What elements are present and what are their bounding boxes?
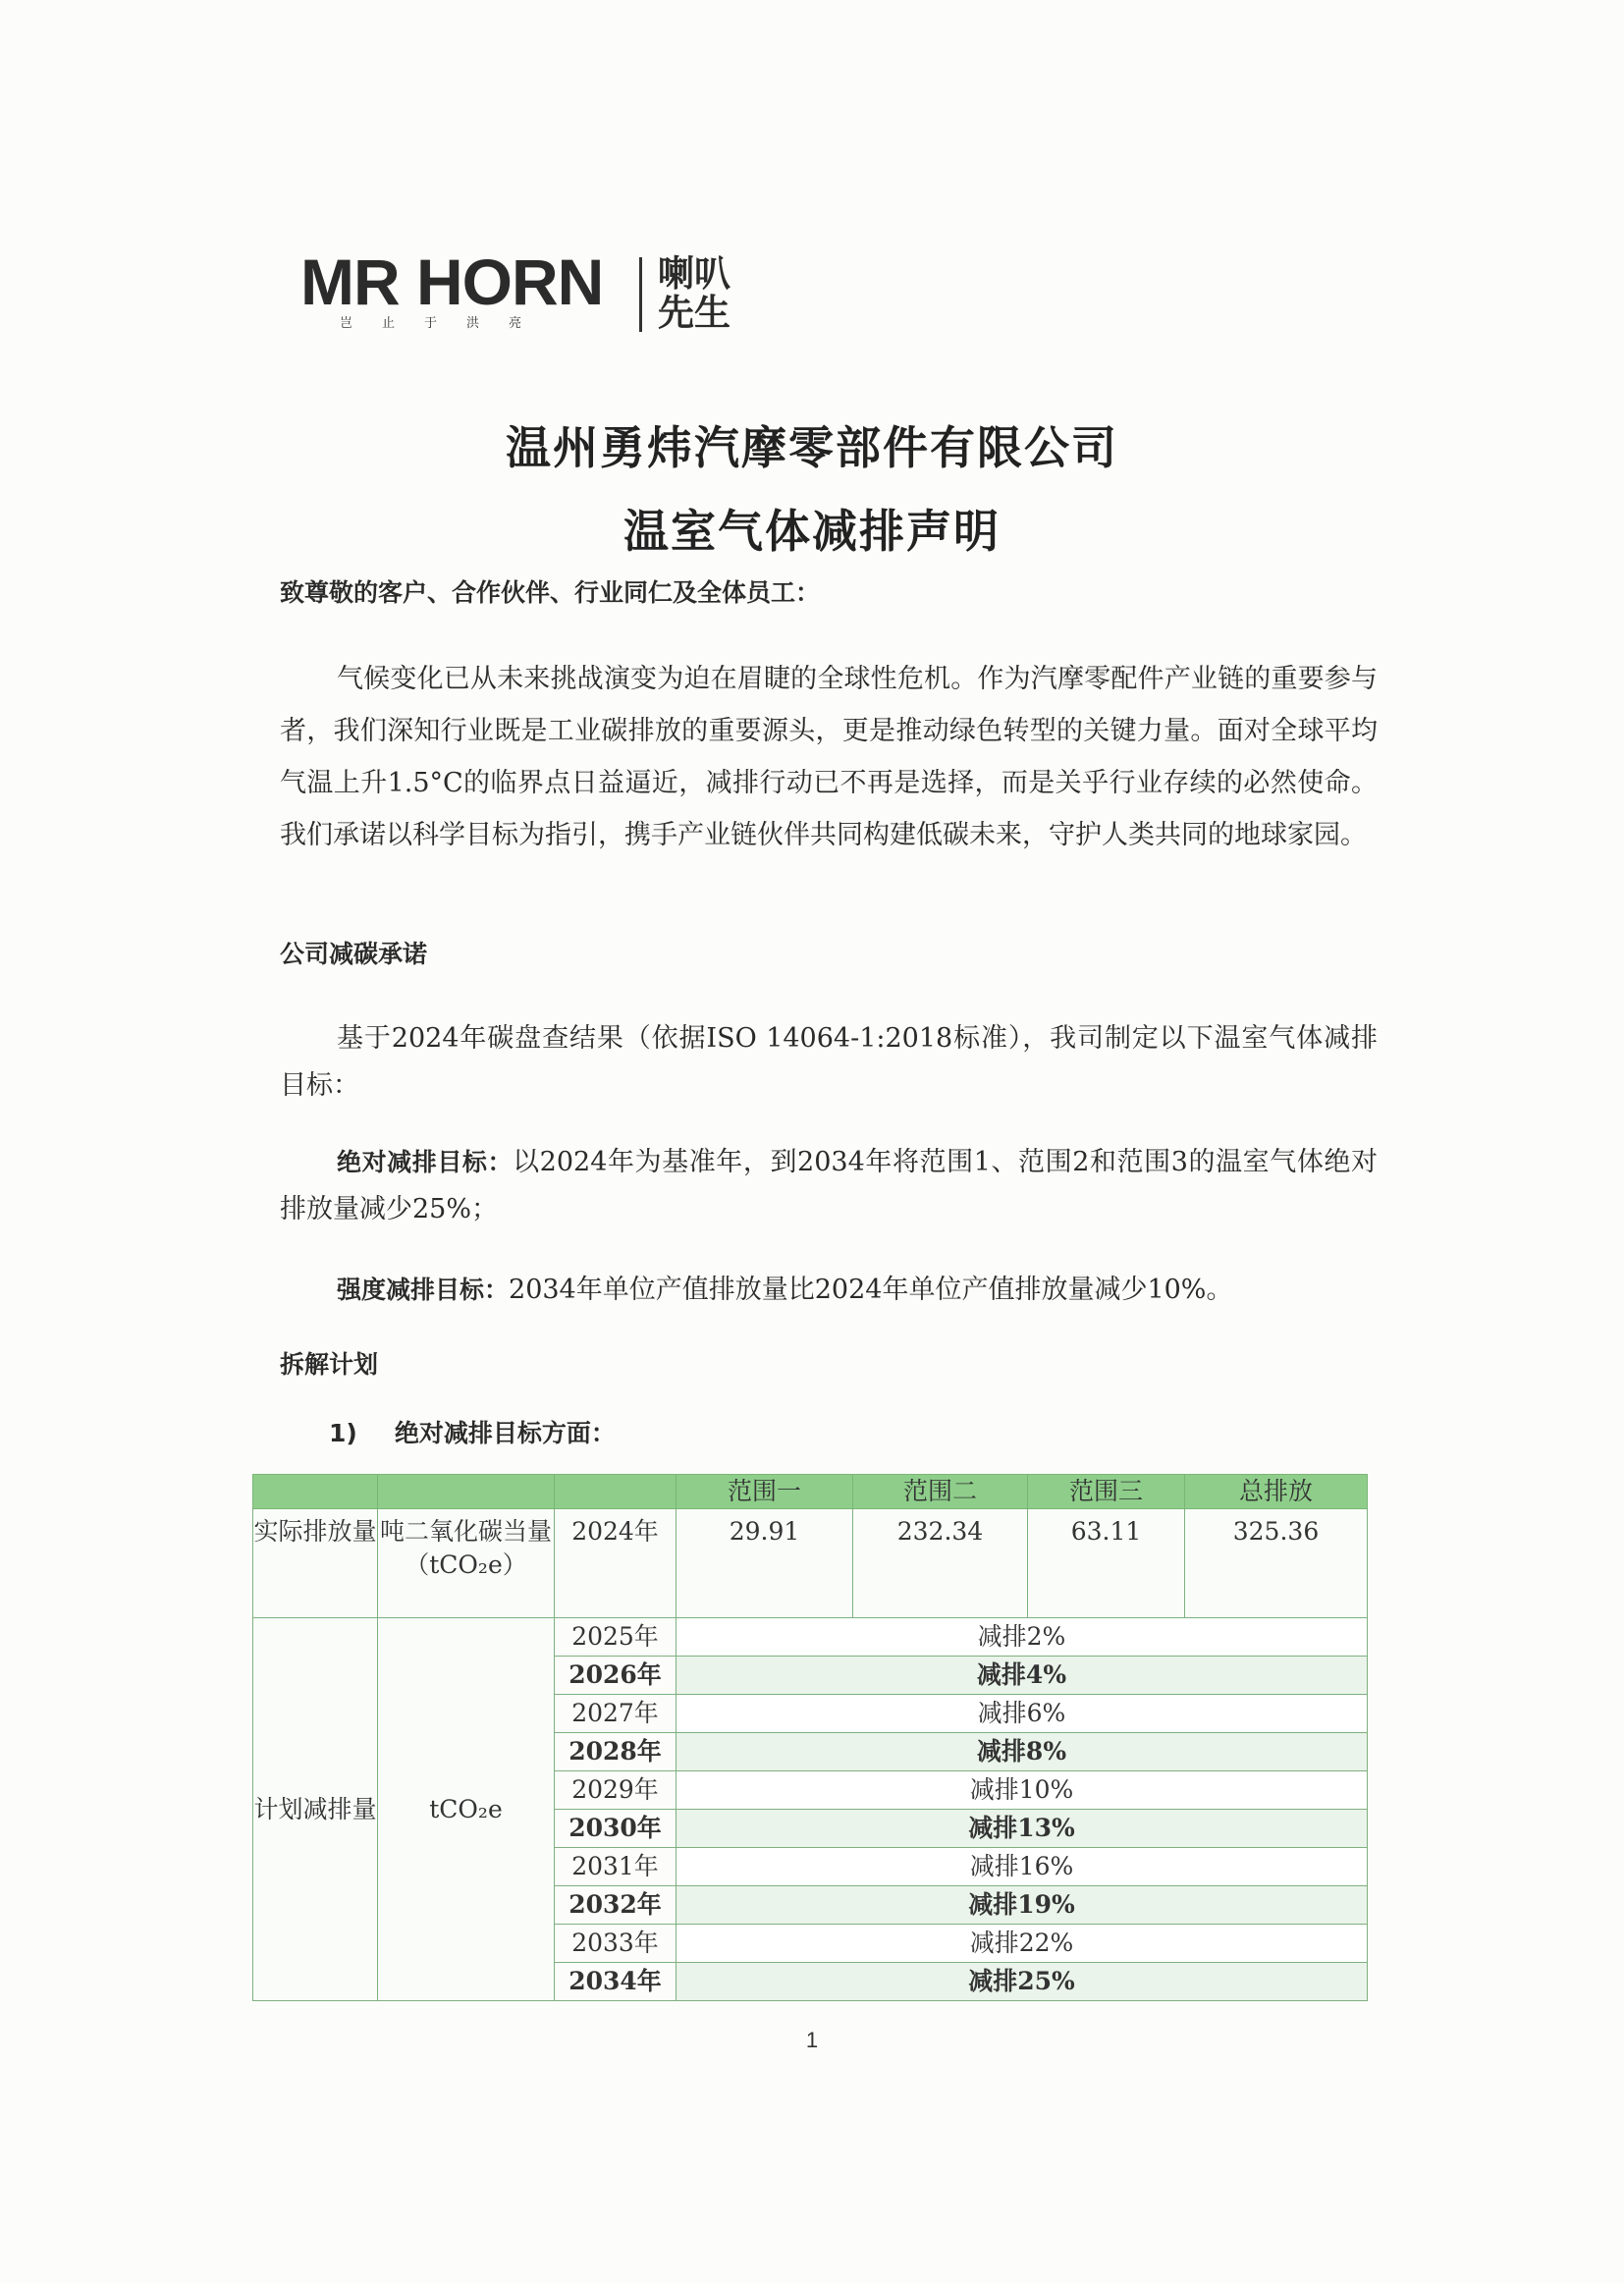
- logo-chinese-line2: 先生: [658, 291, 731, 334]
- plan-sub-text: 绝对减排目标方面：: [394, 1419, 616, 1447]
- row-year: 2028年: [555, 1733, 677, 1771]
- row-year: 2027年: [555, 1695, 677, 1733]
- table-header-cell: [555, 1475, 677, 1509]
- baseline-label: 实际排放量: [253, 1509, 378, 1618]
- row-reduction: 减排13%: [677, 1810, 1368, 1848]
- absolute-target-text: 以2024年为基准年，到2034年将范围1、范围2和范围3的温室气体绝对排放量减少25%；: [280, 1147, 1378, 1224]
- intro-paragraph: 气候变化已从未来挑战演变为迫在眉睫的全球性危机。作为汽摩零配件产业链的重要参与者，我们深知行业既是工业碳排放的重要源头，更是推动绿色转型的关键力量。面对全球平均气温上升1.5°C的临界点日益逼近，减排行动已不再是选择，而是关乎行业存续的必然使命。我们承诺以科学目标为指引，携手产业链伙伴共同构建低碳未来，守护人类共同的地球家园。: [280, 664, 1378, 850]
- row-year: 2033年: [555, 1925, 677, 1963]
- table-header-scope2: 范围二: [853, 1475, 1028, 1509]
- baseline-year: 2024年: [555, 1509, 677, 1618]
- logo-divider: [639, 257, 642, 332]
- table-row: [253, 1618, 1368, 1657]
- company-title: 温州勇炜汽摩零部件有限公司: [506, 421, 1118, 474]
- table-header-row: [253, 1475, 1368, 1509]
- plan-sub-number: 1): [329, 1419, 357, 1447]
- table-header-scope3: 范围三: [1028, 1475, 1185, 1509]
- table-row-baseline: [253, 1509, 1368, 1618]
- row-reduction: 减排19%: [677, 1886, 1368, 1925]
- absolute-target-label: 绝对减排目标：: [337, 1148, 514, 1176]
- logo-brand-text: MR HORN: [300, 245, 604, 318]
- baseline-scope3: 63.11: [1028, 1509, 1185, 1618]
- row-reduction: 减排8%: [677, 1733, 1368, 1771]
- plan-label: 计划减排量: [253, 1618, 378, 2001]
- baseline-total: 325.36: [1185, 1509, 1368, 1618]
- row-year: 2025年: [555, 1618, 677, 1657]
- row-year: 2029年: [555, 1771, 677, 1810]
- plan-subheading: [329, 1414, 616, 1453]
- row-reduction: 减排2%: [677, 1618, 1368, 1657]
- row-reduction: 减排22%: [677, 1925, 1368, 1963]
- baseline-scope1: 29.91: [677, 1509, 853, 1618]
- table-header-cell: [253, 1475, 378, 1509]
- plan-unit: tCO₂e: [378, 1618, 555, 2001]
- row-reduction: 减排6%: [677, 1695, 1368, 1733]
- document-title: 温室气体减排声明: [623, 505, 1001, 558]
- table-header-total: 总排放: [1185, 1475, 1368, 1509]
- row-reduction: 减排16%: [677, 1848, 1368, 1886]
- table-header-scope1: 范围一: [677, 1475, 853, 1509]
- baseline-scope2: 232.34: [853, 1509, 1028, 1618]
- commitment-heading: 公司减碳承诺: [280, 940, 428, 968]
- intensity-target-label: 强度减排目标：: [337, 1276, 510, 1304]
- salutation: 致尊敬的客户、合作伙伴、行业同仁及全体员工：: [280, 578, 821, 607]
- absolute-target: [280, 1139, 1378, 1233]
- row-year: 2026年: [555, 1657, 677, 1695]
- reduction-table: [252, 1474, 1368, 2001]
- logo-chinese-line1: 喇叭: [658, 252, 731, 295]
- company-logo: [300, 245, 782, 338]
- row-reduction: 减排10%: [677, 1771, 1368, 1810]
- row-year: 2034年: [555, 1963, 677, 2001]
- intensity-target-text: 2034年单位产值排放量比2024年单位产值排放量减少10%。: [509, 1275, 1233, 1305]
- intensity-target: [280, 1267, 1378, 1314]
- table-header-cell: [378, 1475, 555, 1509]
- row-year: 2032年: [555, 1886, 677, 1925]
- row-reduction: 减排25%: [677, 1963, 1368, 2001]
- plan-heading: 拆解计划: [280, 1350, 379, 1379]
- baseline-unit: 吨二氧化碳当量（tCO₂e）: [378, 1509, 555, 1618]
- row-year: 2031年: [555, 1848, 677, 1886]
- row-reduction: 减排4%: [677, 1657, 1368, 1695]
- logo-tagline: 岂止于洪亮: [340, 316, 552, 331]
- page-number: 1: [805, 2028, 819, 2052]
- logo-chinese-name: [658, 254, 731, 332]
- row-year: 2030年: [555, 1810, 677, 1848]
- commitment-basis: 基于2024年碳盘查结果（依据ISO 14064-1:2018标准），我司制定以下温室气体减排目标：: [280, 1023, 1378, 1101]
